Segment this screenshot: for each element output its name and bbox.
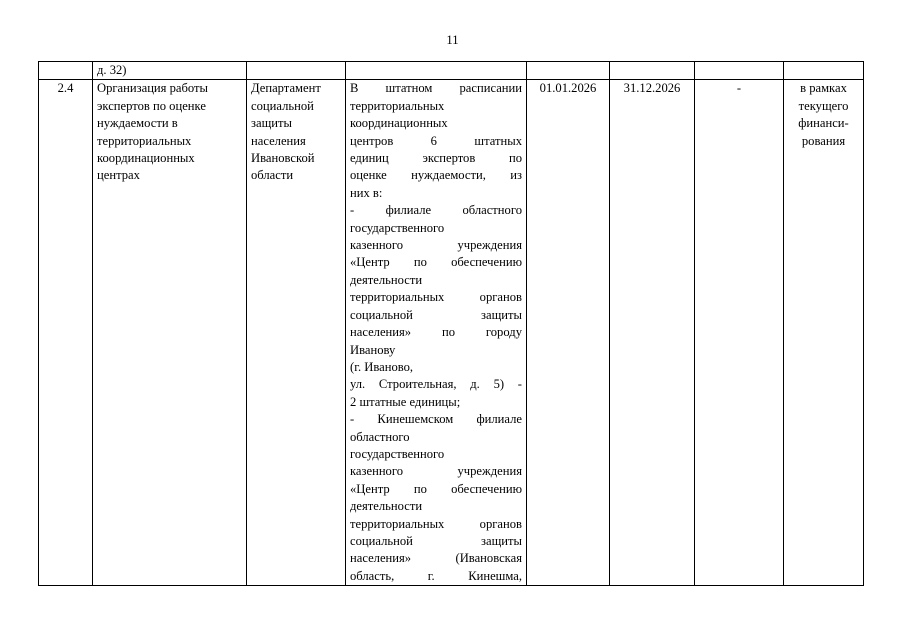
text-line: экспертов по оценке xyxy=(97,98,206,113)
text-line: единиц экспертов по xyxy=(350,151,522,166)
text-line: оценке нуждаемости, из xyxy=(350,168,522,183)
text-line: Ивановской xyxy=(251,151,315,166)
result-text xyxy=(350,80,522,585)
text-line: В штатном расписании xyxy=(350,81,522,96)
text-line: социальной защиты xyxy=(350,533,522,548)
text-line: населения» по городу xyxy=(350,325,522,340)
cell-funding-source xyxy=(784,80,864,586)
cell-empty xyxy=(610,62,695,80)
text-line: - Кинешемском филиале xyxy=(350,412,522,427)
text-line: областного xyxy=(350,429,410,444)
text-line: казенного учреждения xyxy=(350,464,522,479)
text-line: области xyxy=(251,168,294,183)
text-line: центрах xyxy=(97,168,140,183)
cell-executor xyxy=(247,80,346,586)
text-line: 2 штатные единицы; xyxy=(350,394,461,409)
plan-table xyxy=(38,61,864,586)
funding-source-text xyxy=(788,80,859,150)
text-line: социальной защиты xyxy=(350,307,522,322)
cell-task-tail: д. 32) xyxy=(93,62,247,80)
text-line: территориальных xyxy=(350,98,445,113)
text-line: территориальных органов xyxy=(350,290,522,305)
text-line: территориальных органов xyxy=(350,516,522,531)
table-row xyxy=(39,80,864,586)
text-line: нуждаемости в xyxy=(97,116,178,131)
text-line: рования xyxy=(801,133,846,148)
text-line: координационных xyxy=(97,151,195,166)
text-line: координационных xyxy=(350,116,448,131)
text-line: Департамент xyxy=(251,81,321,96)
text-line: - филиале областного xyxy=(350,203,522,218)
cell-task xyxy=(93,80,247,586)
text-line: Организация работы xyxy=(97,81,209,96)
text-line: казенного учреждения xyxy=(350,238,522,253)
text-line: населения» (Ивановская xyxy=(350,551,522,566)
text-line: в рамках xyxy=(800,81,847,96)
text-line: центров 6 штатных xyxy=(350,133,522,148)
text-line: деятельности xyxy=(350,272,423,287)
text-line: них в: xyxy=(350,185,383,200)
executor-text xyxy=(251,80,341,184)
cell-empty xyxy=(527,62,610,80)
cell-empty xyxy=(346,62,527,80)
text-line: «Центр по обеспечению xyxy=(350,481,522,496)
cell-end-date: 31.12.2026 xyxy=(610,80,695,586)
text-line: финанси- xyxy=(798,116,849,131)
continuation-row xyxy=(39,62,864,80)
cell-result xyxy=(346,80,527,586)
page-number: 11 xyxy=(446,33,459,47)
cell-empty xyxy=(695,62,784,80)
text-line: государственного xyxy=(350,220,445,235)
text-line: населения xyxy=(251,133,306,148)
text-line: деятельности xyxy=(350,499,423,514)
text-line: текущего xyxy=(798,98,849,113)
text-line: (г. Иваново, xyxy=(350,359,414,374)
cell-item-number: 2.4 xyxy=(39,80,93,586)
text-line: область, г. Кинешма, xyxy=(350,568,522,583)
text-line: территориальных xyxy=(97,133,192,148)
text-line: защиты xyxy=(251,116,292,131)
task-text xyxy=(97,80,242,184)
cell-empty xyxy=(247,62,346,80)
cell-empty xyxy=(784,62,864,80)
cell-funding-amount: - xyxy=(695,80,784,586)
text-line: государственного xyxy=(350,446,445,461)
cell-start-date: 01.01.2026 xyxy=(527,80,610,586)
text-line: ул. Строительная, д. 5) - xyxy=(350,377,522,392)
cell-number-empty xyxy=(39,62,93,80)
text-line: Иванову xyxy=(350,342,396,357)
text-line: социальной xyxy=(251,98,314,113)
text-line: «Центр по обеспечению xyxy=(350,255,522,270)
